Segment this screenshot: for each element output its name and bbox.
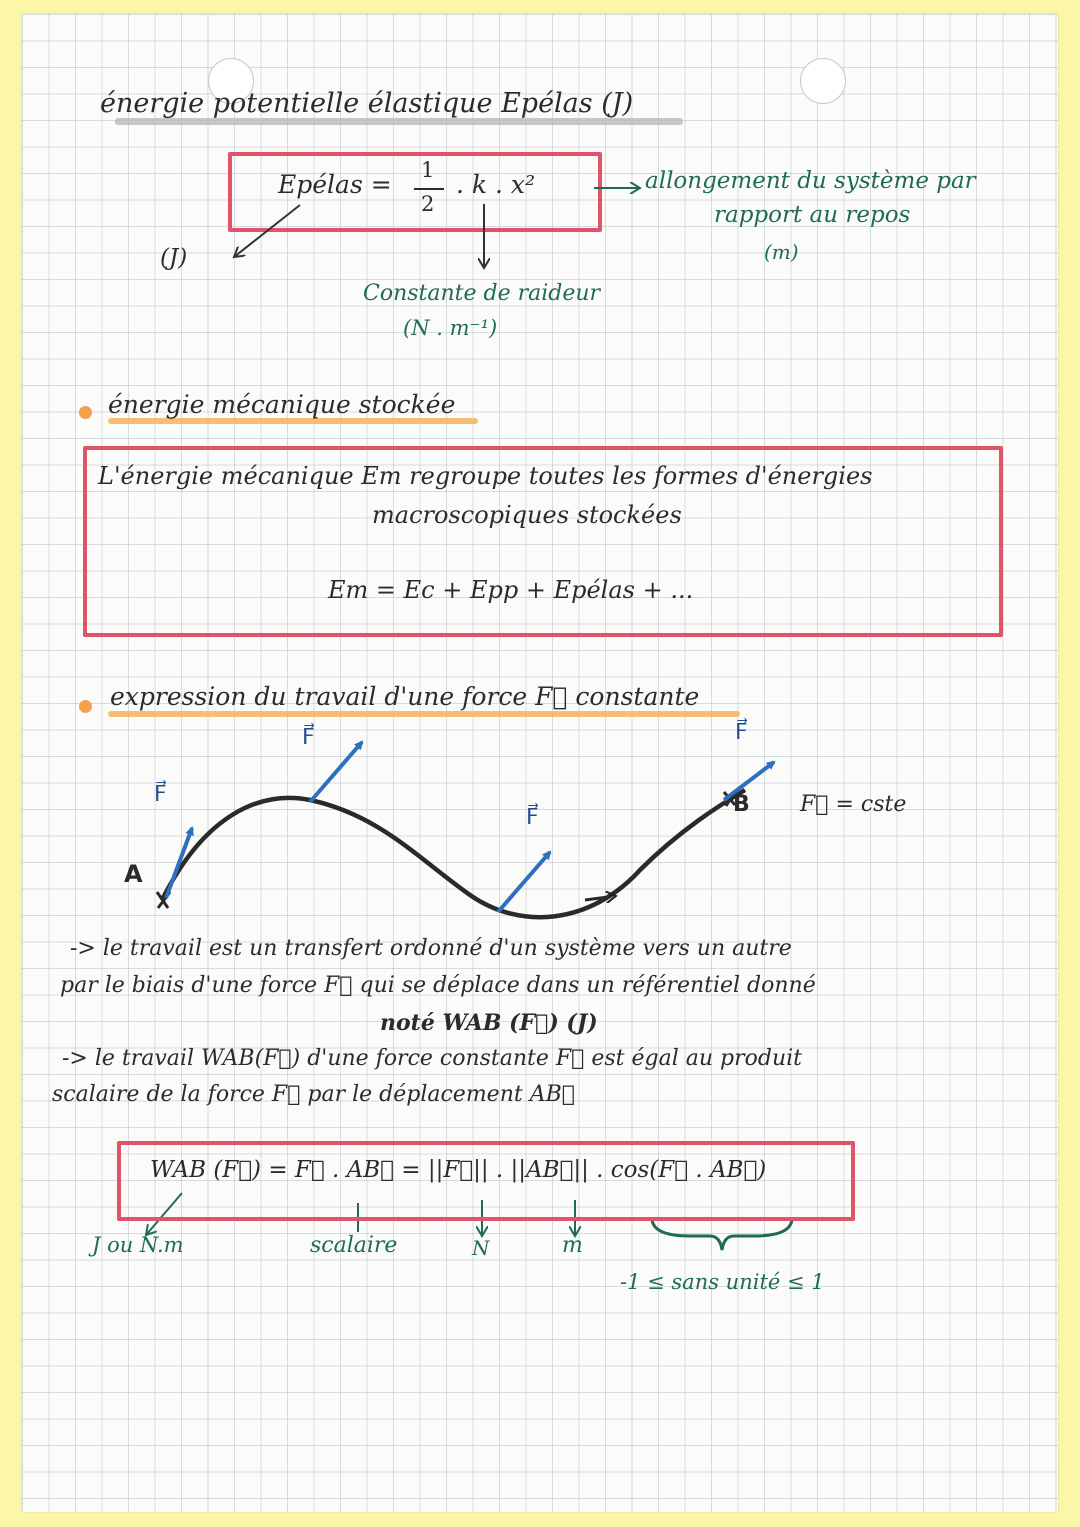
fraction-numerator: 1 [421, 158, 435, 182]
allongement-label: allongement du système par [645, 168, 976, 194]
unit-joule-newton-meter: J ou N.m [92, 1233, 184, 1257]
unit-meter: m [562, 1233, 583, 1258]
formula-em: Em = Ec + Epp + Epélas + ... [328, 576, 694, 604]
paragraph2-line2: scalaire de la force F⃗ par le déplacement AB⃗ [52, 1082, 575, 1107]
definition-line-1: L'énergie mécanique Em regroupe toutes les formes d'énergies [98, 462, 873, 490]
paragraph2-line1: -> le travail WAB(F⃗) d'une force constante F⃗ est égal au produit [62, 1046, 803, 1071]
section3-title: expression du travail d'une force F⃗ constante [110, 682, 700, 711]
paragraph1-line2: par le biais d'une force F⃗ qui se déplace dans un référentiel donné [60, 973, 816, 998]
definition-line-2: macroscopiques stockées [372, 501, 682, 529]
force-label: F⃗ [302, 725, 315, 750]
trajectory-curve [163, 790, 745, 917]
formula-work: WAB (F⃗) = F⃗ . AB⃗ = ||F⃗|| . ||AB⃗|| . cos(F⃗ . AB⃗) [150, 1157, 767, 1183]
force-arrow [166, 828, 192, 898]
scalaire-label: scalaire [310, 1233, 398, 1258]
allongement-label-2: rapport au repos [714, 202, 911, 228]
allongement-unit: (m) [764, 240, 799, 264]
formula-epelas-right: . k . x² [456, 170, 536, 199]
unit-joule: (J) [160, 245, 188, 271]
point-b-label: B [733, 792, 750, 817]
constante-label: Constante de raideur [363, 281, 601, 306]
force-label: F⃗ [154, 782, 167, 807]
curly-brace [652, 1218, 792, 1250]
force-arrow [310, 742, 362, 802]
formula-epelas-left: Epélas = [278, 170, 392, 199]
constante-unit: (N . m⁻¹) [403, 316, 498, 340]
force-arrow [498, 852, 550, 912]
force-constant-note: F⃗ = cste [800, 792, 907, 817]
unit-newton: N [472, 1236, 490, 1260]
paragraph1-line3: noté WAB (F⃗) (J) [380, 1010, 598, 1036]
force-label: F⃗ [526, 805, 539, 830]
section2-title: énergie mécanique stockée [108, 390, 456, 419]
cos-range: -1 ≤ sans unité ≤ 1 [620, 1270, 825, 1294]
arrow-to-unit [234, 205, 300, 257]
fraction-denominator: 2 [421, 192, 435, 216]
point-a-label: A [124, 860, 143, 888]
force-label: F⃗ [735, 720, 748, 745]
section1-title: énergie potentielle élastique Epélas (J) [100, 88, 634, 119]
paragraph1-line1: -> le travail est un transfert ordonné d'un système vers un autre [70, 936, 792, 961]
